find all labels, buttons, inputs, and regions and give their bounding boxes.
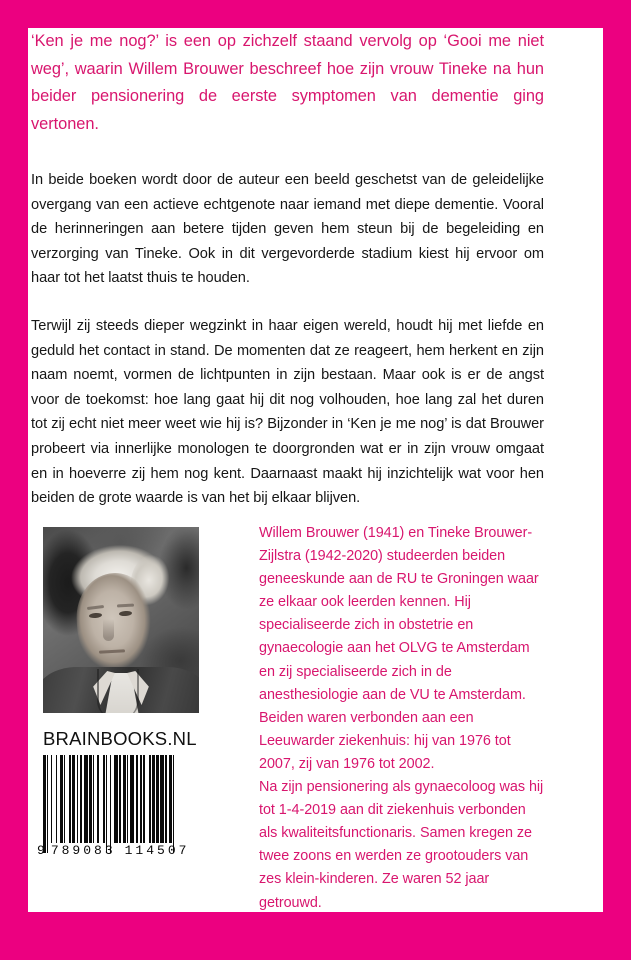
cover-content bbox=[31, 28, 544, 911]
cover-lower-section bbox=[31, 500, 544, 911]
barcode-digits bbox=[37, 841, 217, 859]
author-biography bbox=[259, 522, 544, 915]
portrait-nose bbox=[103, 619, 114, 641]
barcode-bar bbox=[174, 755, 177, 843]
portrait-strap bbox=[97, 669, 139, 713]
body-paragraph-2: Terwijl zij steeds dieper wegzinkt in haar eigen wereld, houdt hij met liefde en geduld het contact in stand. De momenten dat ze reageert, hem herkent en zijn naam noemt, vormen de lichtpunten in zijn bestaan. Maar ook is er de angst voor de toekomst: hoe lang gaat hij dit nog volhouden, hoe lang zal het duren tot zij echt niet meer weet wie hij is? Bijzonder in ‘Ken je me nog’ is dat Brouwer probeert via innerlijke monologen te doorgronden wat er in zijn vrouw omgaat en in hoeverre zij hem nog kent. Daarnaast maakt hij inzichtelijk wat voor hen beiden de grote waarde is van het bij elkaar blijven. bbox=[31, 317, 544, 507]
isbn-barcode bbox=[37, 755, 215, 867]
intro-blurb: ‘Ken je me nog?’ is een op zichzelf staand vervolg op ‘Gooi me niet weg’, waarin Willem Brouwer beschreef hoe zijn vrouw Tineke na hun beider pensionering de eerste symptomen van dementie ging vertonen. bbox=[31, 32, 544, 133]
barcode-left-group: 789083 bbox=[50, 842, 116, 858]
barcode-bars bbox=[43, 755, 211, 853]
bio-paragraph-1: Willem Brouwer (1941) en Tineke Brouwer-Zijlstra (1942-2020) studeerden beiden geneeskunde aan de RU te Groningen waar ze elkaar ook leerden kennen. Hij specialiseerde zich in obstetrie en gynaecologie aan het OLVG te Amsterdam en zij specialiseerde zich in de anesthesiologie aan de VU te Amsterdam. Beiden waren verbonden aan een Leeuwarder ziekenhuis: hij van 1976 tot 2007, zij van 1976 tot 2002. bbox=[259, 525, 539, 772]
barcode-right-group: 114507 bbox=[124, 842, 190, 858]
body-paragraph-1: In beide boeken wordt door de auteur een beeld geschetst van de geleidelijke overgang van een actieve echtgenote naar iemand met diepe dementie. Vooral de herinneringen aan betere tijden geven hem steun bij de begeleiding en verzorging van Tineke. Ook in dit vergevorderde stadium kiest hij ervoor om haar tot het laatst thuis te houden. bbox=[31, 172, 544, 287]
author-portrait-photo bbox=[43, 527, 199, 713]
barcode-lead-digit: 9 bbox=[37, 842, 45, 858]
publisher-brand-text: BRAINBOOKS.NL bbox=[43, 728, 197, 749]
bio-paragraph-2: Na zijn pensionering als gynaecoloog was hij tot 1-4-2019 aan dit ziekenhuis verbonden als kwaliteitsfunctionaris. Samen kregen ze twee zoons en werden ze grootouders van zes klein-kinderen. Ze waren 52 jaar getrouwd. bbox=[259, 779, 544, 911]
